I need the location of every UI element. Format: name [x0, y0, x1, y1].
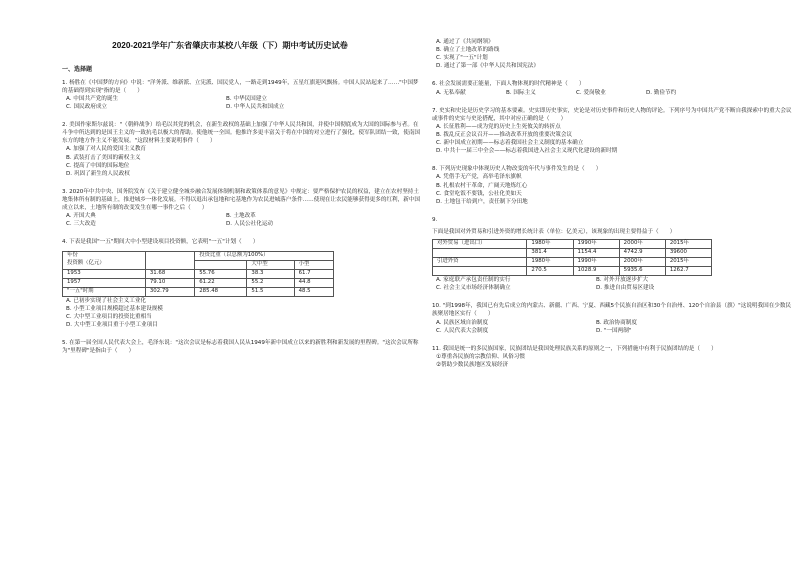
question-4-options [66, 297, 422, 329]
table-cell [433, 267, 527, 276]
option: D. 推进自由贸易区建设 [596, 285, 655, 292]
table-row [63, 269, 334, 278]
option: A. 家庭联产承包责任制的实行 [436, 277, 511, 284]
option: D. 大中型工业项目重于小型工业项目 [66, 321, 158, 328]
table-cell: 79.10 [145, 278, 194, 287]
option: D. 中华人民共和国成立 [226, 104, 285, 111]
question-11-options [436, 353, 792, 369]
question-6-options [436, 89, 792, 97]
question-5: 5. 在第一届全国人民代表大会上，毛泽东说："这次会议是标志着我国人民从1949年新中国成立以来的新胜利和新发展的里程碑。"这次会议所称为"里程碑"是指由于（ ） [62, 339, 419, 355]
option: C. 社会主义市场经济体制确立 [436, 285, 511, 292]
option: A. 长征胜利——成为党的历史上生死攸关的转折点 [436, 123, 561, 130]
table-cell: 2015年 [665, 258, 711, 267]
header-line: 投资额（亿元） [67, 260, 105, 267]
question-2: 2. 美国作家斯尔兹说："（朝鲜战争）给毛以其党的机会，在新生政权的基础上加强了中华人民共和国，并使中国彻底成为大国的国际参与者。在斗争中所达到的是国王主义的一致抗毛以极大的帮助。使他统一全国。他推许多更丰富关于将在中国的对立进行了强化，使军队团结一致，使南国东方的地方作主义不能发展。"这段材料主要说明事件（ ） [62, 122, 421, 145]
option: C. 提高了中国的国际地位 [66, 162, 130, 169]
question-4: 4. 下表是我国"一五"期间大中小型建设项目投资额，它表明"一五"计划（ ） [62, 239, 259, 246]
option: B. 确立了土地改革的路线 [436, 47, 500, 54]
table-header-ratio: 投资比重（以总额为100%） [195, 251, 334, 260]
table-cell: 1957 [63, 278, 146, 287]
question-6: 6. 社会发展需要正能量，下面人物体现的时代精神是（ ） [432, 81, 585, 88]
question-11: 11. 我国是统一的多民族国家，民族团结是我国处理民族关系的原则之一，下列措施中有利于民族团结的是（ ） [432, 345, 717, 352]
table-cell: 1028.9 [573, 267, 619, 276]
question-9: 9. [432, 216, 438, 223]
question-3: 3. 2020年中共中央、国务院发布《关于建立健全城乡融合发展体制机制和政策体系的意见》中规定：要严格保护农民的权益，建立在农村坚持土地集体所有制的基础上，推进城乡一体化发展。不得以退出承包地和宅基地作为农民进城落户条件……使现在让农民能够获得更多的红利，新中国成立以来，土地所有制的改变发生在哪一事件之后（ ） [62, 188, 421, 212]
table-cell: 270.5 [527, 267, 573, 276]
table-cell: 1154.4 [573, 249, 619, 258]
option: A. 加强了对人民的爱国主义教育 [66, 146, 147, 153]
trade-table [432, 239, 712, 276]
right-column [432, 38, 792, 369]
table-row [63, 287, 334, 296]
exam-title: 2020-2021学年广东省肇庆市某校八年级（下）期中考试历史试卷 [112, 41, 348, 50]
option: D. 巩固了新生的人民政权 [66, 170, 130, 177]
table-row [433, 267, 712, 276]
table-cell: 48.5 [294, 287, 333, 296]
table-cell: 2000年 [619, 258, 665, 267]
table-cell: 31.68 [145, 269, 194, 278]
option: A. 已初步实现了社会主义工业化 [66, 297, 147, 304]
question-5-options [436, 38, 792, 70]
table-cell: 61.7 [294, 269, 333, 278]
table-cell: 55.76 [195, 269, 247, 278]
question-1-options [66, 95, 422, 111]
question-8-options [436, 173, 792, 205]
option: D. 中共十一届三中全会——标志着我国进入社会主义现代化建设的新时期 [436, 148, 618, 155]
question-2-options [66, 145, 422, 177]
table-cell: 55.2 [247, 278, 294, 287]
table-cell: 285.48 [195, 287, 247, 296]
option: B. 土地改革 [226, 213, 256, 220]
table-cell: 1262.7 [665, 267, 711, 276]
table-cell: 61.22 [195, 278, 247, 287]
table-cell: 1953 [63, 269, 146, 278]
table-cell: 51.5 [247, 287, 294, 296]
option: D. 土地包干给到户，责任制下分田地 [436, 198, 528, 205]
table-header-small: 小型 [294, 260, 333, 269]
left-column [62, 40, 422, 355]
option: B. 武装打击了美国的霸权主义 [66, 154, 141, 161]
option: A. 开国大典 [66, 213, 96, 220]
question-8: 8. 下列历史现象中体现历史人物改变的年代与事件发生的是（ ） [432, 166, 602, 173]
table-cell: 2000年 [619, 240, 665, 249]
question-7-options [436, 123, 792, 155]
table-cell: 1990年 [573, 240, 619, 249]
section-heading: 一、选择题 [62, 66, 93, 73]
table-cell: 38.3 [247, 269, 294, 278]
question-9-options [436, 276, 792, 292]
question-9-text: 下面是我国对外贸易和引进外资的增长统计表（单位：亿美元），该现象的出现主要得益于（ ） [432, 228, 676, 235]
table-cell: 381.4 [527, 249, 573, 258]
question-10-options [436, 319, 792, 335]
table-cell: 1980年 [527, 240, 573, 249]
table-cell: "一五"时期 [63, 287, 146, 296]
option: B. 政治协商制度 [596, 319, 637, 326]
table-cell: 302.79 [145, 287, 194, 296]
option: C. 食堂吃饭不要钱，公社化美如天 [436, 190, 522, 197]
table-cell: 1980年 [527, 258, 573, 267]
option: ②帮助少数民族地区发展经济 [436, 361, 509, 368]
table-row [433, 240, 712, 249]
option: B. 小型工业项目规模超过基本建设规模 [66, 305, 163, 312]
option: C. 人民代表大会制度 [436, 327, 489, 334]
option: C. 国民政府成立 [66, 104, 108, 111]
table-header-big: 大中型 [247, 260, 294, 269]
option: C. 新中国成立初期——标志着我国社会主义制度的基本确立 [436, 140, 584, 147]
investment-table [62, 251, 334, 297]
table-cell: 5935.6 [619, 267, 665, 276]
option: A. 通过了《共同纲领》 [436, 39, 494, 45]
table-header-year [63, 251, 146, 269]
option: D. "一国两制" [596, 327, 632, 334]
option: A. 凭借手无产党，高举毛泽东旗帜 [436, 174, 522, 181]
option: C. 大中型工业项目的投资比重相当 [66, 313, 152, 320]
option: A. 中国共产党的诞生 [66, 95, 119, 102]
option: A. 民族区域自治制度 [436, 319, 489, 326]
question-1: 1. 杨胜在《中国梦的方向》中说："洋务派、维新派、立宪派、国民党人，一路走到1949年，五星红旗迎风飘扬。中国人民站起来了……"中国梦的基础得到实现"指的是（ ） [62, 79, 419, 94]
question-7: 7. 史实和史论是历史学习的基本要素。史实即历史事实，史论是对历史事件和历史人物的评论。下列序号为中国共产党不断自我探索中的重大会议或事件的史实与史论搭配，其中对应正确的是（ ） [432, 107, 792, 122]
table-row [433, 258, 712, 267]
table-cell: 44.8 [294, 278, 333, 287]
table-cell [433, 249, 527, 258]
question-10: 10. "到1998年，我国已有先后成立的内蒙古、新疆、广西、宁夏、西藏5个民族自治区和30个自治州、120个自治县（旗）"这说明我国在少数民族聚居地区实行（ ） [432, 303, 792, 318]
option: A. 无私奉献 [436, 89, 466, 96]
option: ①尊重各民族的宗教信仰、风俗习惯 [436, 353, 525, 360]
option: D. 通过了第一部《中华人民共和国宪法》 [436, 63, 539, 70]
option: B. 拨乱反正会议召开——推动改革开放的重要决策会议 [436, 131, 573, 138]
table-header-blank [195, 260, 247, 269]
option: D. 勤俭节约 [646, 89, 677, 96]
option: C. 实现了"一五"计划 [436, 55, 488, 62]
option: D. 人民公社化运动 [226, 221, 274, 228]
table-cell: 对外贸易（进出口） [433, 240, 527, 249]
table-row [433, 249, 712, 258]
question-3-options [66, 212, 422, 228]
option: B. 对外开放逐步扩大 [596, 277, 649, 284]
table-cell: 1990年 [573, 258, 619, 267]
table-cell: 2015年 [665, 240, 711, 249]
option: B. 国际主义 [506, 89, 536, 96]
table-header-empty [145, 251, 194, 269]
table-cell: 引进外资 [433, 258, 527, 267]
option: C. 爱岗敬业 [576, 89, 606, 96]
table-row [63, 278, 334, 287]
option: B. 中华民国建立 [226, 95, 267, 102]
table-cell: 4742.9 [619, 249, 665, 258]
table-cell: 39600 [665, 249, 711, 258]
option: C. 三大改造 [66, 221, 96, 228]
header-line: 年份 [67, 252, 78, 259]
option: B. 扎根农村干革命，广阔天地炼红心 [436, 182, 528, 189]
